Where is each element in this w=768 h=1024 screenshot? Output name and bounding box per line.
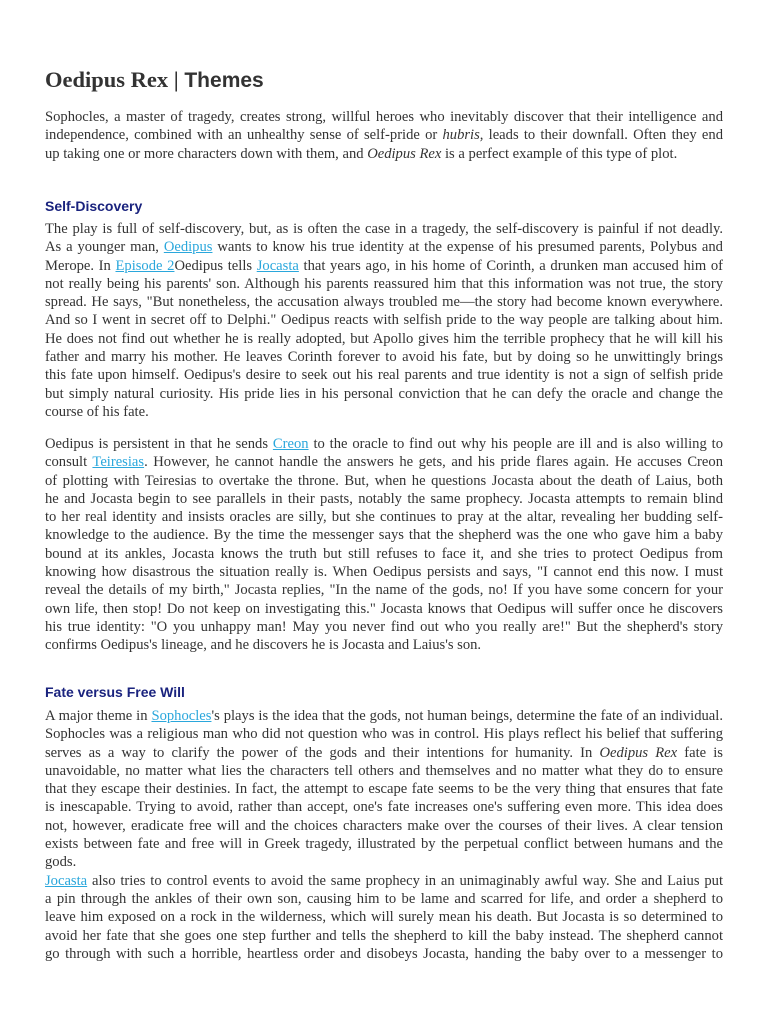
text-line: Jocasta also tries to control events to avoid the same prophecy in an unimaginably awful way. She and Laius put [45,872,723,889]
text-line: to her real identity and insists oracles are silly, but she continues to pray at the altar, revealing her budding self- [45,509,723,526]
text-line: Merope. In Episode 2Oedipus tells Jocasta that years ago, in his home of Corinth, a drunken man accused him of [45,257,723,274]
link-teiresias[interactable]: Teiresias [92,454,145,471]
text-line: this fate upon himself. Oedipus's desire to seek out his real parents and true identity is not a sign of selfish pride [45,367,723,384]
link-sophocles[interactable]: Sophocles [151,708,212,724]
section-heading-self-discovery: Self-Discovery [45,198,143,214]
text-line: up taking one or more characters down with them, and Oedipus Rex is a perfect example of this type of plot. [45,145,678,162]
text-line: confirms Oedipus's lineage, and he discovers he is Jocasta and Laius's son. [45,637,482,654]
text-line: The play is full of self-discovery, but, as is often the case in a tragedy, the self-discovery is painful if not deadly. [45,221,723,237]
text-line: avoid her fate that she goes one step further and tells the shepherd to kill the baby instead. The shepherd cannot [45,927,723,944]
text-line: He does not find out whether he is really adopted, but Apollo gives him the terrible prophecy that he will kill his [45,330,723,347]
text-line: Sophocles was a religious man who did not question who was in control. His plays reflect his belief that suffering [45,726,723,743]
text-line: a pin through the ankles of their own son, causing him to be lame and scarred for life, and order a shepherd to [45,890,723,907]
text-line: And so I went in secret off to Delphi." Oedipus reacts with selfish pride to the way people are talking about him. [45,312,723,329]
text-line: father and marry his mother. He leaves Corinth forever to avoid his fate, but by doing so he unwittingly brings [45,349,723,366]
link-jocasta[interactable]: Jocasta [256,257,299,274]
text-line: A major theme in Sophocles's plays is the idea that the gods, not human beings, determine the fate of an individual. [45,708,723,724]
text-line: Sophocles, a master of tragedy, creates strong, willful heroes who inevitably discover that their intelligence and [45,109,723,125]
fate-paragraph-1 [45,707,723,963]
text-line: knowing how disastrous the situation really is. When Oedipus persists and says, "I cannot end this now. I must [45,564,723,581]
text-line: leave him exposed on a rock in the wilderness, which will surely mean his death. But Jocasta is so determined to [45,909,723,926]
text-line: spread. He says, "But nonetheless, the accusation always troubled me—the story had become known everywhere. [45,294,723,311]
text-line: he and Jocasta begin to see parallels in their pasts, notably the same prophecy. Jocasta attempts to remain blind [45,490,723,507]
text-line: that they escape their destinies. In fact, the attempt to escape fate seems to be the very thing that ensures that fate [45,781,723,798]
link-jocasta-2[interactable]: Jocasta [45,872,88,889]
text-line: consult Teiresias. However, he cannot handle the answers he gets, and his pride flares again. He accuses Creon [45,454,723,471]
link-oedipus[interactable]: Oedipus [163,239,213,256]
title-sub: Themes [184,69,264,92]
text-line: exists between fate and free will in Greek tragedy, illustrated by the perpetual conflict between humans and the [45,836,723,853]
text-line: bound at its ankles, Jocasta knows the truth but still refuses to face it, and she tries to protect Oedipus from [45,545,723,562]
title-main: Oedipus Rex | [45,67,185,92]
text-line: course of his fate. [45,403,149,420]
text-line: reveal the details of my birth," Jocasta replies, "In the name of the gods, no! If you have some concern for your [45,582,723,599]
text-line: serves as a way to clarify the power of the gods and their intentions for humanity. In Oedipus Rex fate is [45,744,723,761]
text-line: not really being his parents' son. Although his parents reassured him that this information was not true, the story [45,275,723,292]
text-line: knowledge to the audience. By the time the messenger says that the shepherd was the one who gave him a baby [45,527,723,544]
text-line: but simply natural curiosity. His pride lies in his personal conviction that he can defy the oracle and change the [45,385,723,402]
text-line: own life, then stop! Do not keep on investigating this." Jocasta knows that Oedipus will suffer once he discovers [45,600,723,617]
text-line: is inescapable. Trying to avoid, rather than accept, one's fate increases one's suffering even more. This idea does [45,799,723,816]
text-line: not, however, eradicate free will and the choices characters make over the courses of their lives. A clear tension [45,817,723,834]
text-line: gods. [45,854,77,871]
link-episode-2[interactable]: Episode 2 [115,257,175,274]
text-line: his true identity: "O you unhappy man! May you never find out who you really are!" But the shepherd's story [45,618,723,635]
text-line: Oedipus is persistent in that he sends Creon to the oracle to find out why his people are ill and is also willing to [45,436,723,452]
self-discovery-paragraph-2 [45,435,723,655]
link-creon[interactable]: Creon [272,436,309,452]
text-line: of plotting with Teiresias to overtake the throne. But, when he questions Jocasta about the death of Laius, both [45,472,723,489]
page-title [45,62,264,99]
text-line: As a younger man, Oedipus wants to know his true identity at the expense of his presumed parents, Polybus and [45,239,723,256]
section-heading-fate-versus-free-will: Fate versus Free Will [45,684,185,700]
self-discovery-paragraph-1 [45,220,723,421]
text-line: go through with such a horrible, heartless order and disobeys Jocasta, handing the baby over to a messenger to [45,945,723,962]
text-line: independence, combined with an unhealthy sense of self-pride or hubris, leads to their downfall. Often they end [45,127,723,144]
intro-paragraph [45,108,723,163]
text-line: unavoidable, no matter what lies the characters tell others and themselves and no matter what they do to ensure [45,762,723,779]
